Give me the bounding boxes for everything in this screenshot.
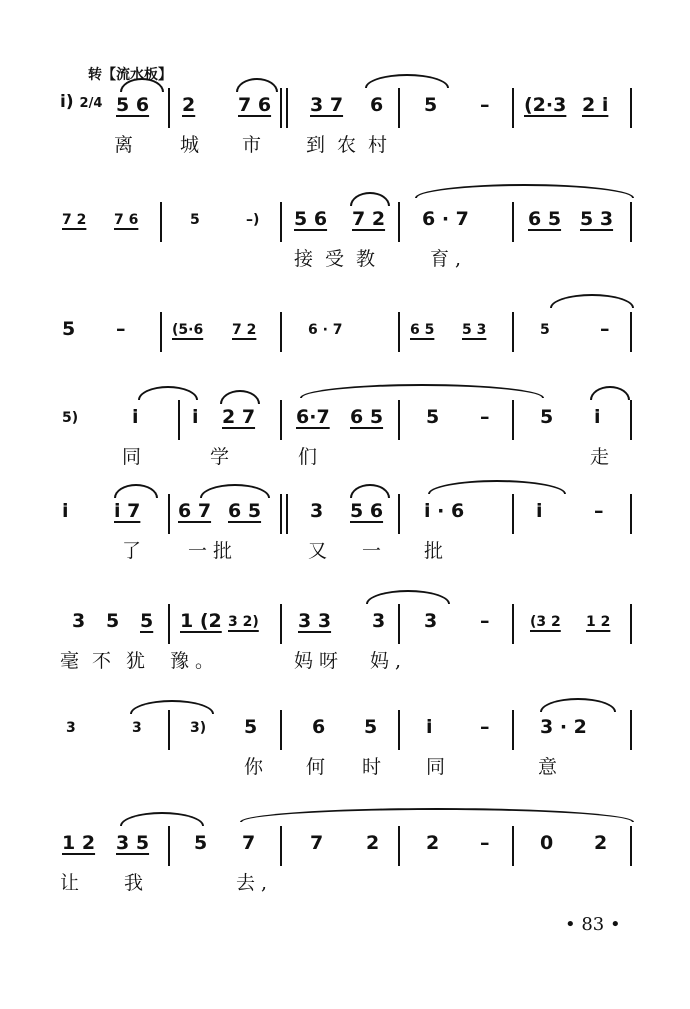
bar-line — [398, 604, 400, 644]
note-group: 3 3 — [298, 610, 332, 632]
note-group: i — [132, 406, 139, 428]
note-group: 5 — [190, 212, 200, 228]
lyric: 市 — [242, 134, 268, 156]
note-group: 3 7 — [310, 94, 344, 116]
lyric: 学 — [210, 446, 236, 468]
note-group: 3 — [424, 610, 438, 632]
bar-line — [280, 710, 282, 750]
slur — [590, 386, 630, 400]
opening-note: i) — [60, 92, 74, 112]
note-group: 5 6 — [350, 500, 384, 522]
note-group: 3 — [66, 720, 76, 736]
note-group: 6 5 — [410, 322, 435, 338]
staff-line — [60, 312, 640, 352]
note-group: – — [594, 500, 604, 522]
bar-line — [398, 826, 400, 866]
bar-line — [512, 826, 514, 866]
lyric: 犹 — [126, 650, 152, 672]
note-group: 2 i — [582, 94, 609, 116]
staff-line — [60, 494, 640, 534]
slur — [138, 386, 198, 400]
staff-line — [60, 710, 640, 750]
bar-line — [630, 604, 632, 644]
note-group: – — [480, 94, 490, 116]
score-system-2 — [60, 202, 640, 276]
tempo-marking: 转【流水板】 — [88, 67, 172, 83]
slur — [220, 390, 260, 404]
bar-line — [512, 88, 514, 128]
note-group: 5 6 — [294, 208, 328, 230]
bar-line — [280, 826, 282, 866]
bar-line — [398, 710, 400, 750]
bar-line — [630, 312, 632, 352]
lyric-line — [60, 440, 640, 474]
slur — [236, 78, 278, 92]
bar-line — [512, 710, 514, 750]
lyric-line — [60, 242, 640, 276]
note-group: 0 — [540, 832, 554, 854]
lyric: 意 — [538, 756, 564, 778]
note-group: 6·7 — [296, 406, 330, 428]
bar-line — [398, 88, 400, 128]
note-group: 2 — [182, 94, 196, 116]
slur — [540, 698, 616, 712]
note-group: 5 — [364, 716, 378, 738]
note-group: 6 · 7 — [308, 322, 343, 338]
note-group: 7 2 — [352, 208, 386, 230]
note-group: 6 5 — [350, 406, 384, 428]
staff-line — [60, 202, 640, 242]
lyric: 豫。 — [170, 650, 221, 672]
bar-line — [630, 494, 632, 534]
bar-line — [168, 710, 170, 750]
bar-line — [398, 312, 400, 352]
slur — [200, 484, 270, 498]
page-number: • 83 • — [565, 914, 621, 935]
note-group: 5 — [244, 716, 258, 738]
note-group: i — [192, 406, 199, 428]
lyric: 妈呀 — [294, 650, 345, 672]
lyric: 一 — [362, 540, 388, 562]
note-group: (5·6 — [172, 322, 204, 338]
bar-line — [630, 710, 632, 750]
note-group: – — [480, 832, 490, 854]
lyric: 同 — [122, 446, 148, 468]
note-group: (2·3 — [524, 94, 567, 116]
lyric: 不 — [92, 650, 118, 672]
bar-line — [512, 312, 514, 352]
bar-line — [512, 202, 514, 242]
bar-line — [280, 202, 282, 242]
bar-line — [280, 604, 282, 644]
lyric-line — [60, 644, 640, 678]
note-group: 7 — [310, 832, 324, 854]
note-group: i — [536, 500, 543, 522]
bar-line — [280, 88, 282, 128]
lyric-line — [60, 128, 640, 162]
note-group: 5 — [426, 406, 440, 428]
note-group: 5) — [62, 410, 79, 426]
lyric: 时 — [362, 756, 388, 778]
note-group: i — [594, 406, 601, 428]
note-group: 7 2 — [62, 212, 87, 228]
lyric: 接受教 — [294, 248, 388, 270]
lyric: 我 — [124, 872, 150, 894]
score-system-3 — [60, 312, 640, 352]
note-group: 7 2 — [232, 322, 257, 338]
bar-line — [630, 826, 632, 866]
note-group: 7 6 — [114, 212, 139, 228]
lyric: 同 — [426, 756, 452, 778]
bar-line — [280, 312, 282, 352]
lyric: 让 — [60, 872, 86, 894]
bar-line — [168, 88, 170, 128]
bar-line — [168, 494, 170, 534]
note-group: 6 · 7 — [422, 208, 469, 230]
note-group: 1 2 — [586, 614, 611, 630]
bar-line — [168, 826, 170, 866]
note-group: 6 7 — [178, 500, 212, 522]
note-group: 5 — [540, 322, 550, 338]
lyric: 又 — [308, 540, 334, 562]
note-group: 5 — [106, 610, 120, 632]
note-group: i — [62, 500, 69, 522]
note-group: – — [116, 318, 126, 340]
lyric: 一批 — [188, 540, 239, 562]
note-group: – — [480, 610, 490, 632]
staff-line — [60, 826, 640, 866]
lyric: 批 — [424, 540, 450, 562]
lyric: 到农村 — [306, 134, 400, 156]
bar-line — [630, 400, 632, 440]
bar-line — [398, 202, 400, 242]
bar-line — [630, 88, 632, 128]
staff-line — [60, 604, 640, 644]
slur — [366, 590, 450, 604]
bar-line — [168, 604, 170, 644]
note-group: i — [426, 716, 433, 738]
lyric-line — [60, 866, 640, 900]
lyric: 何 — [306, 756, 332, 778]
staff-line — [60, 88, 640, 128]
bar-line — [630, 202, 632, 242]
slur — [240, 808, 634, 822]
slur — [428, 480, 566, 494]
score-system-7 — [60, 710, 640, 784]
bar-line — [280, 494, 282, 534]
note-group: i · 6 — [424, 500, 465, 522]
note-group: 2 7 — [222, 406, 256, 428]
staff-line — [60, 400, 640, 440]
slur — [130, 700, 214, 714]
note-group: 3 · 2 — [540, 716, 587, 738]
bar-line — [512, 400, 514, 440]
slur — [300, 384, 544, 398]
note-group: 5 3 — [462, 322, 487, 338]
score-system-5 — [60, 494, 640, 568]
note-group: 6 — [370, 94, 384, 116]
note-group: 3 2) — [228, 614, 259, 630]
note-group: 5 — [424, 94, 438, 116]
note-group: i 7 — [114, 500, 141, 522]
note-group: 2 — [594, 832, 608, 854]
lyric: 育, — [430, 248, 468, 270]
note-group: 7 — [242, 832, 256, 854]
slur — [415, 184, 634, 198]
lyric: 了 — [122, 540, 148, 562]
score-system-4 — [60, 400, 640, 474]
note-group: –) — [246, 212, 260, 228]
lyric: 离 — [114, 134, 140, 156]
note-group: 3 — [132, 720, 142, 736]
note-group: 6 5 — [228, 500, 262, 522]
bar-line — [398, 494, 400, 534]
bar-line — [512, 604, 514, 644]
note-group: 5 — [140, 610, 154, 632]
note-group: 5 — [194, 832, 208, 854]
slur — [114, 484, 158, 498]
note-group: – — [480, 716, 490, 738]
bar-line — [160, 312, 162, 352]
note-group: 3 — [72, 610, 86, 632]
slur — [120, 812, 204, 826]
lyric: 走 — [590, 446, 616, 468]
lyric: 妈, — [370, 650, 408, 672]
note-group: (3 2 — [530, 614, 561, 630]
note-group: 5 6 — [116, 94, 150, 116]
lyric-line — [60, 534, 640, 568]
slur — [350, 192, 390, 206]
bar-line — [280, 400, 282, 440]
bar-line — [160, 202, 162, 242]
note-group: 3 — [310, 500, 324, 522]
bar-line — [398, 400, 400, 440]
note-group: 3) — [190, 720, 207, 736]
note-group: – — [600, 318, 610, 340]
note-group: 7 6 — [238, 94, 272, 116]
note-group: – — [480, 406, 490, 428]
note-group: 6 — [312, 716, 326, 738]
score-system-8 — [60, 826, 640, 900]
slur — [550, 294, 634, 308]
lyric: 你 — [244, 756, 270, 778]
note-group: 1 2 — [62, 832, 96, 854]
note-group: 1 (2 — [180, 610, 222, 632]
lyric: 去, — [236, 872, 274, 894]
slur — [350, 484, 390, 498]
bar-line — [512, 494, 514, 534]
time-signature: 2/4 — [79, 96, 103, 111]
note-group: 3 5 — [116, 832, 150, 854]
note-group: 2 — [426, 832, 440, 854]
lyric: 毫 — [60, 650, 86, 672]
lyric: 们 — [298, 446, 324, 468]
note-group: 5 3 — [580, 208, 614, 230]
note-group: 3 — [372, 610, 386, 632]
note-group: 5 — [62, 318, 76, 340]
score-system-1 — [60, 88, 640, 162]
lyric: 城 — [180, 134, 206, 156]
note-group: 6 5 — [528, 208, 562, 230]
score-system-6 — [60, 604, 640, 678]
bar-line — [178, 400, 180, 440]
note-group: 5 — [540, 406, 554, 428]
lyric-line — [60, 750, 640, 784]
slur — [365, 74, 449, 88]
note-group: 2 — [366, 832, 380, 854]
